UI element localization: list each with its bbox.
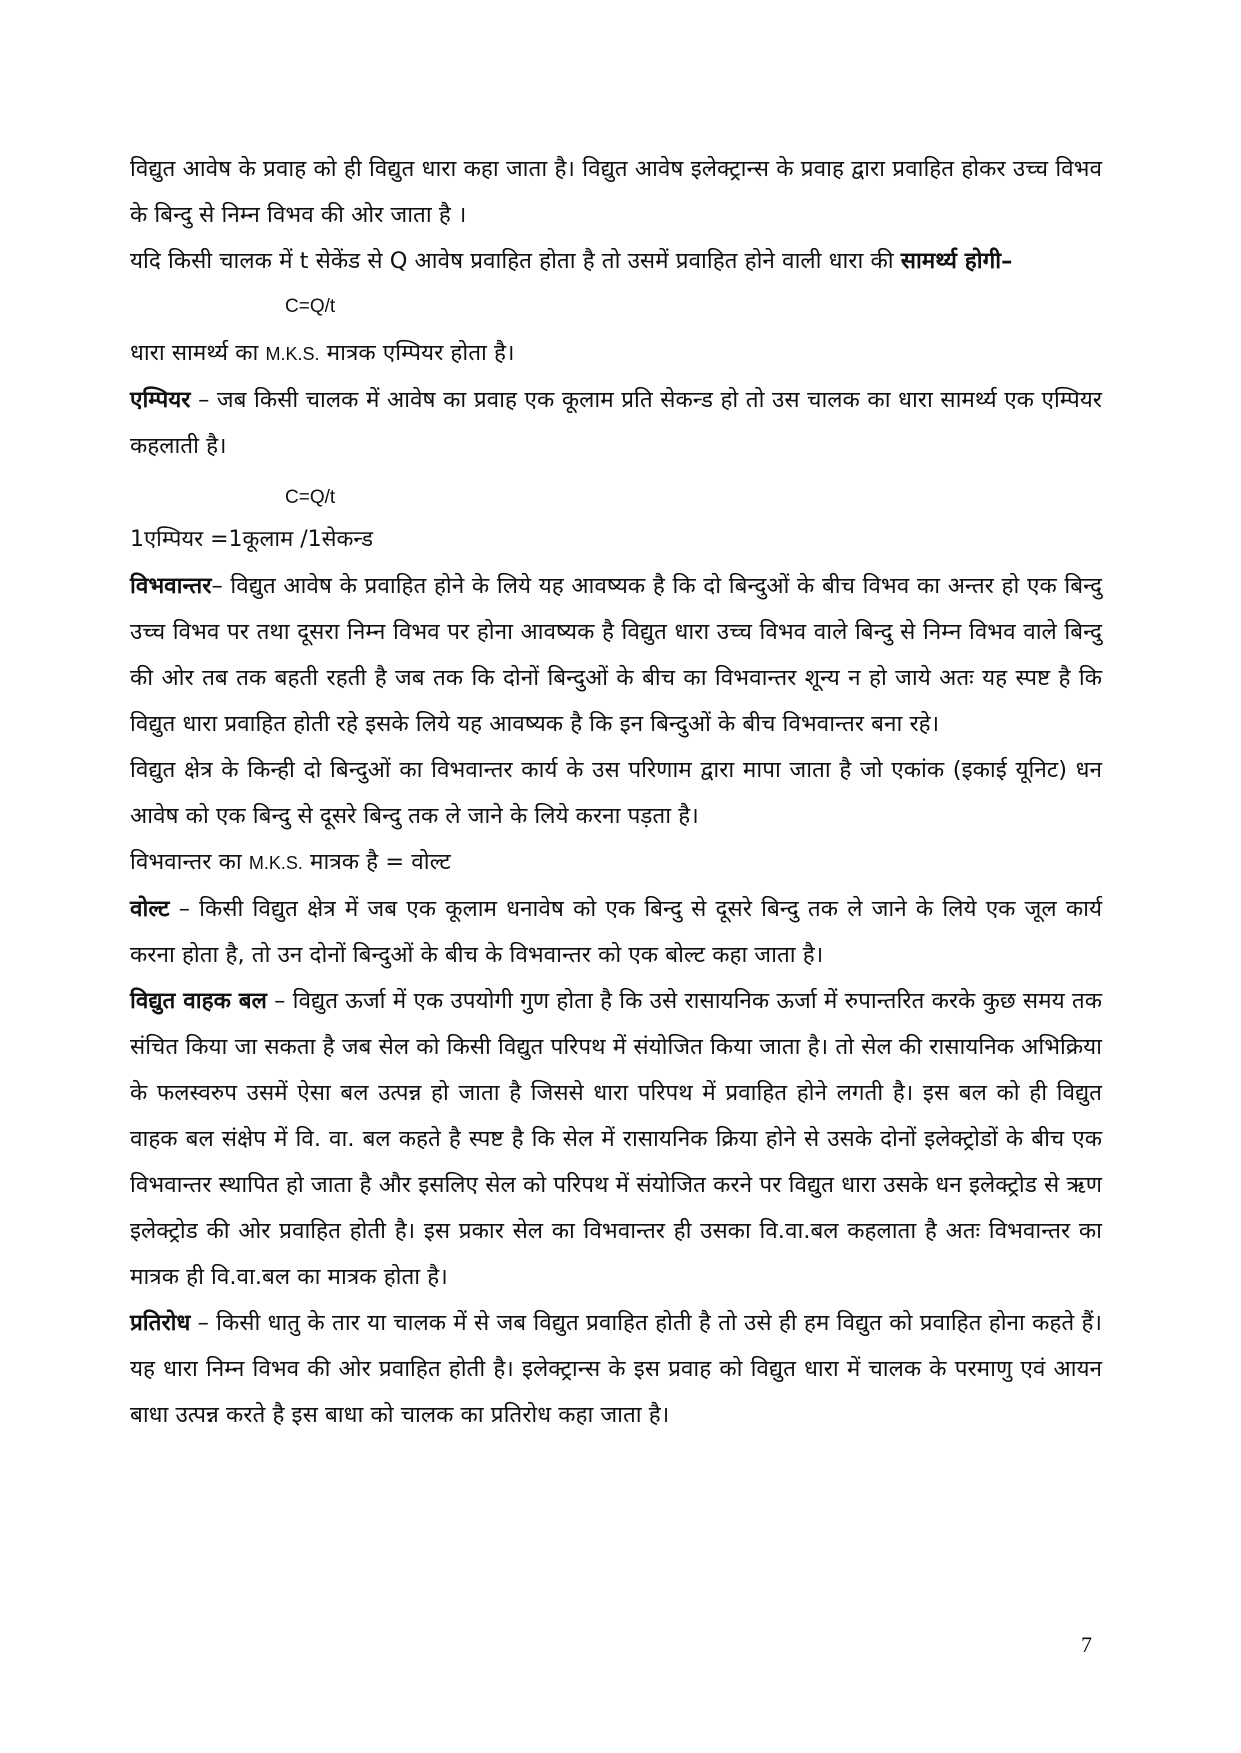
formula-ampere: C=Q/t [285,487,336,508]
resistance-text: – किसी धातु के तार या चालक में से जब विद्युत प्रवाहित होती है तो उसे ही हम विद्युत को प्रवाहित होना कहते हैं। यह धारा निम्न विभव की ओर प्रवाहित होती है। इलेक्ट्रान्स के इस प्रवाह को विद्युत धारा में चालक के परमाणु एवं आयन बाधा उत्पन्न करते है इस बाधा को चालक का प्रतिरोध कहा जाता है। [130,1310,1102,1428]
current-strength-text: यदि किसी चालक में t सेकेंड से Q आवेष प्रवाहित होता है तो उसमें प्रवाहित होने वाली धारा की [130,248,901,274]
paragraph-emf [130,978,1102,1300]
current-strength-bold: सामर्थ्य होगी– [900,248,1013,274]
ampere-unit-line: 1एम्पियर =1कूलाम /1सेकन्ड [130,527,374,552]
ampere-text: – जब किसी चालक में आवेष का प्रवाह एक कूलाम प्रति सेकन्ड हो तो उस चालक का धारा सामर्थ्य एक एम्पियर कहलाती है। [130,387,1102,459]
paragraph-potential-difference-measure: विद्युत क्षेत्र के किन्ही दो बिन्दुओं का विभवान्तर कार्य के उस परिणाम द्वारा मापा जाता है जो एकांक (इकाई यूनिट) धन आवेष को एक बिन्दु से दूसरे बिन्दु तक ले जाने के लिये करना पड़ता है। [130,757,1102,829]
paragraph-potential-difference-unit [130,839,1102,886]
volt-text: – किसी विद्युत क्षेत्र में जब एक कूलाम धनावेष को एक बिन्दु से दूसरे बिन्दु तक ले जाने के लिये एक जूल कार्य करना होता है, तो उन दोनों बिन्दुओं के बीच के विभवान्तर को एक बोल्ट कहा जाता है। [130,896,1102,968]
page-content [130,146,1102,1438]
pd-mks-abbreviation: M.K.S. [248,853,303,873]
paragraph-mks-unit-current [130,330,1102,377]
ampere-heading: एम्पियर [130,387,191,413]
resistance-heading: प्रतिरोध [130,1310,191,1336]
paragraph-current-definition: विद्युत आवेष के प्रवाह को ही विद्युत धारा कहा जाता है। विद्युत आवेष इलेक्ट्रान्स के प्रवाह द्वारा प्रवाहित होकर उच्च विभव के बिन्दु से निम्न विभव की ओर जाता है । [130,156,1102,228]
page-number: 7 [1081,1632,1092,1657]
paragraph-current-strength [130,238,1102,284]
paragraph-potential-difference [130,563,1102,747]
pd-unit-pre: विभवान्तर का [130,849,249,875]
potential-difference-text: – विद्युत आवेष के प्रवाहित होने के लिये यह आवष्यक है कि दो बिन्दुओं के बीच विभव का अन्तर हो एक बिन्दु उच्च विभव पर तथा दूसरा निम्न विभव पर होना आवष्यक है विद्युत धारा उच्च विभव वाले बिन्दु से निम्न विभव वाले बिन्दु की ओर तब तक बहती रहती है जब तक कि दोनों बिन्दुओं के बीच का विभवान्तर शून्य न हो जाये अतः यह स्पष्ट है कि विद्युत धारा प्रवाहित होती रहे इसके लिये यह आवष्यक है कि इन बिन्दुओं के बीच विभवान्तर बना रहे। [130,573,1102,737]
mks-unit-pre: धारा सामर्थ्य का [130,340,266,366]
mks-abbreviation: M.K.S. [265,344,320,364]
pd-unit-post: मात्रक है = वोल्ट [302,849,451,875]
emf-heading: विद्युत वाहक बल [130,988,267,1014]
emf-text: – विद्युत ऊर्जा में एक उपयोगी गुण होता है कि उसे रासायनिक ऊर्जा में रुपान्तरित करके कुछ समय तक संचित किया जा सकता है जब सेल को किसी विद्युत परिपथ में संयोजित किया जाता है। तो सेल की रासायनिक अभिक्रिया के फलस्वरुप उसमें ऐसा बल उत्पन्न हो जाता है जिससे धारा परिपथ में प्रवाहित होने लगती है। इस बल को ही विद्युत वाहक बल संक्षेप में वि. वा. बल कहते है स्पष्ट है कि सेल में रासायनिक क्रिया होने से उसके दोनों इलेक्ट्रोडों के बीच एक विभवान्तर स्थापित हो जाता है और इसलिए सेल को परिपथ में संयोजित करने पर विद्युत धारा उसके धन इलेक्ट्रोड से ऋण इलेक्ट्रोड की ओर प्रवाहित होती है। इस प्रकार सेल का विभवान्तर ही उसका वि.वा.बल कहलाता है अतः विभवान्तर का मात्रक ही वि.वा.बल का मात्रक होता है। [130,988,1102,1290]
volt-heading: वोल्ट [130,896,170,922]
mks-unit-post: मात्रक एम्पियर होता है। [319,340,515,366]
formula-current: C=Q/t [285,296,336,317]
paragraph-volt [130,886,1102,978]
potential-difference-heading: विभवान्तर [130,573,212,599]
paragraph-ampere [130,377,1102,469]
paragraph-resistance [130,1300,1102,1438]
